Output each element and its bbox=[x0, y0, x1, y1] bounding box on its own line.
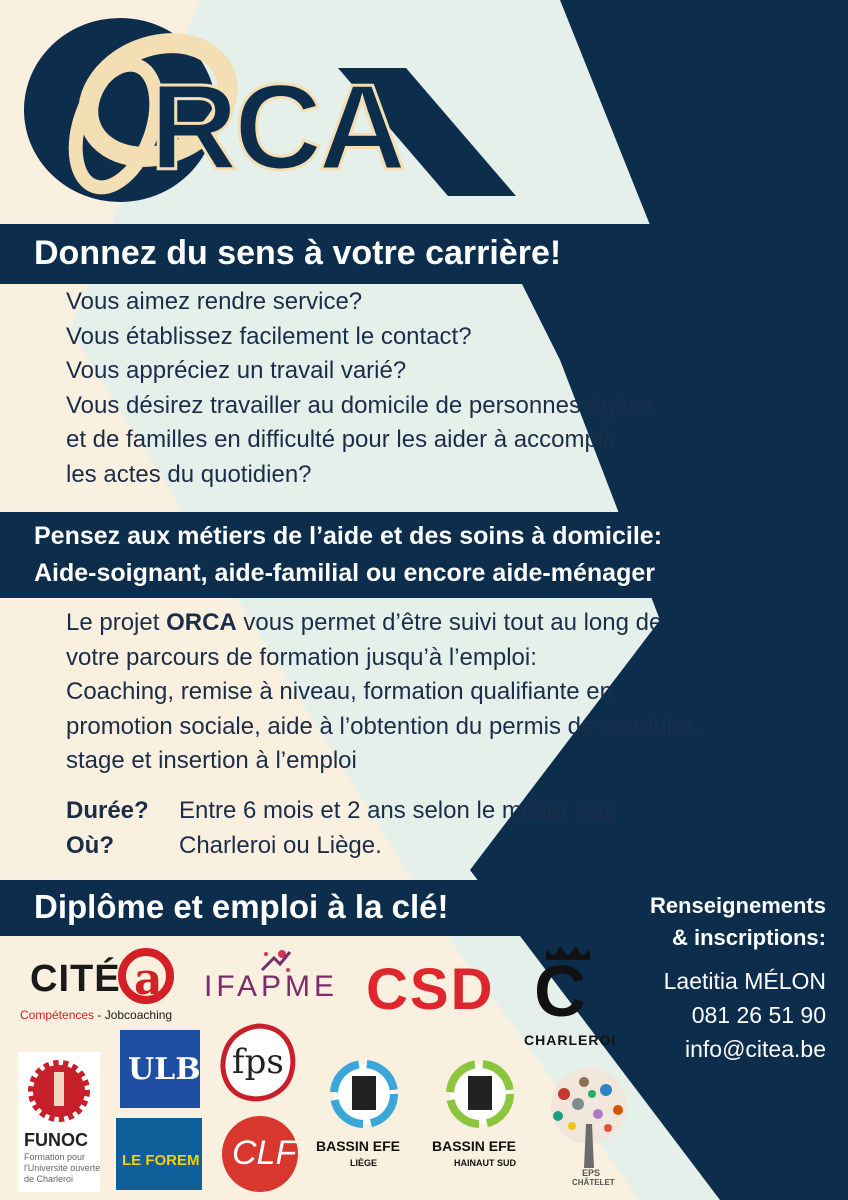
question-line: Vous établissez facilement le contact? bbox=[66, 322, 472, 350]
detail-row-duration bbox=[66, 794, 618, 829]
contact-title-line2: & inscriptions: bbox=[671, 925, 826, 950]
headline: Donnez du sens à votre carrière! bbox=[34, 234, 562, 272]
contact-title-line1: Renseignements bbox=[649, 893, 826, 918]
project-paragraph bbox=[66, 606, 700, 779]
citea-logo bbox=[20, 946, 176, 1030]
jobs-band-line1: Pensez aux métiers de l’aide et des soins à domicile: bbox=[34, 522, 663, 550]
footer-headline: Diplôme et emploi à la clé! bbox=[34, 888, 449, 925]
charleroi-letter: C bbox=[534, 952, 586, 1032]
citea-sub bbox=[20, 1008, 172, 1022]
project-line: Coaching, remise à niveau, formation qualifiante en bbox=[66, 678, 613, 705]
question-line: Vous désirez travailler au domicile de personnes âgées bbox=[66, 391, 654, 419]
citea-name: CITÉ bbox=[30, 958, 121, 1000]
detail-value: Charleroi ou Liège. bbox=[179, 831, 382, 859]
project-line: promotion sociale, aide à l’obtention du permis de conduire, bbox=[66, 712, 700, 740]
contact-phone[interactable]: 081 26 51 90 bbox=[691, 1002, 826, 1028]
project-intro-suffix: vous permet d’être suivi tout au long de bbox=[236, 609, 663, 636]
fps-name: fps bbox=[232, 1042, 284, 1082]
csd-name: CSD bbox=[366, 957, 495, 1022]
bassin-liege-region: LIÈGE bbox=[350, 1158, 378, 1168]
orca-logo-text: RCA bbox=[150, 59, 403, 195]
contact-name: Laetitia MÉLON bbox=[663, 968, 826, 994]
project-intro-prefix: Le projet bbox=[66, 609, 167, 636]
funoc-gear-icon bbox=[26, 1058, 92, 1124]
funoc-sub3: de Charleroi bbox=[24, 1174, 74, 1184]
question-line: Vous aimez rendre service? bbox=[66, 288, 363, 315]
charleroi-logo bbox=[522, 944, 616, 1054]
citea-letter: a bbox=[134, 954, 163, 1005]
funoc-logo bbox=[18, 1052, 100, 1192]
funoc-name: FUNOC bbox=[24, 1130, 88, 1150]
project-intro-line bbox=[66, 606, 700, 641]
citea-sub-dark: - Jobcoaching bbox=[94, 1008, 173, 1022]
bassin-hainaut-logo bbox=[432, 1058, 528, 1186]
detail-value: Entre 6 mois et 2 ans selon le métier visé bbox=[179, 797, 618, 824]
question-line: les actes du quotidien? bbox=[66, 460, 312, 488]
bassin-hainaut-name: BASSIN EFE bbox=[432, 1138, 517, 1154]
questions-list bbox=[66, 285, 653, 492]
funoc-sub1: Formation pour bbox=[24, 1152, 86, 1162]
ulb-name: ULB bbox=[128, 1052, 201, 1087]
question-line: Vous appréciez un travail varié? bbox=[66, 357, 407, 384]
bassin-hainaut-region: HAINAUT SUD bbox=[454, 1158, 516, 1168]
detail-label: Où? bbox=[66, 831, 114, 859]
bassin-hainaut-ring-icon bbox=[444, 1058, 516, 1130]
eps-tree-icon bbox=[534, 1064, 644, 1174]
bassin-liege-name: BASSIN EFE bbox=[316, 1138, 401, 1154]
fps-logo bbox=[216, 1020, 300, 1106]
project-line: votre parcours de formation jusqu’à l’emploi: bbox=[66, 643, 537, 671]
bassin-liege-ring-icon bbox=[328, 1058, 400, 1130]
question-line: et de familles en difficulté pour les aider à accomplir bbox=[66, 426, 617, 453]
funoc-sub2: l'Université ouverte bbox=[24, 1163, 101, 1173]
eps-logo bbox=[534, 1064, 644, 1194]
ifapme-name: IFAPME bbox=[204, 970, 339, 1003]
charleroi-name: CHARLEROI bbox=[524, 1032, 617, 1048]
bassin-liege-logo bbox=[316, 1058, 412, 1186]
jobs-band-text bbox=[34, 518, 662, 592]
ifapme-logo bbox=[204, 948, 354, 1008]
project-line: stage et insertion à l’emploi bbox=[66, 747, 357, 774]
orca-logo bbox=[8, 8, 528, 208]
jobs-band-line2: Aide-soignant, aide-familial ou encore aide-ménager bbox=[34, 559, 655, 587]
detail-row-location bbox=[66, 829, 618, 864]
ulb-logo bbox=[120, 1030, 200, 1108]
details bbox=[66, 794, 618, 863]
clf-name: CLF bbox=[232, 1134, 297, 1172]
eps-line1: EPS bbox=[582, 1168, 601, 1178]
eps-line2: CHÂTELET bbox=[572, 1178, 615, 1187]
citea-sub-red: Compétences bbox=[20, 1008, 95, 1022]
project-intro-bold: ORCA bbox=[166, 609, 237, 636]
clf-logo bbox=[218, 1112, 302, 1196]
contact-email[interactable]: info@citea.be bbox=[685, 1036, 826, 1062]
forem-logo bbox=[116, 1118, 202, 1190]
detail-label: Durée? bbox=[66, 797, 149, 824]
csd-logo bbox=[366, 957, 502, 1022]
forem-name: LE FOREM bbox=[122, 1152, 200, 1169]
